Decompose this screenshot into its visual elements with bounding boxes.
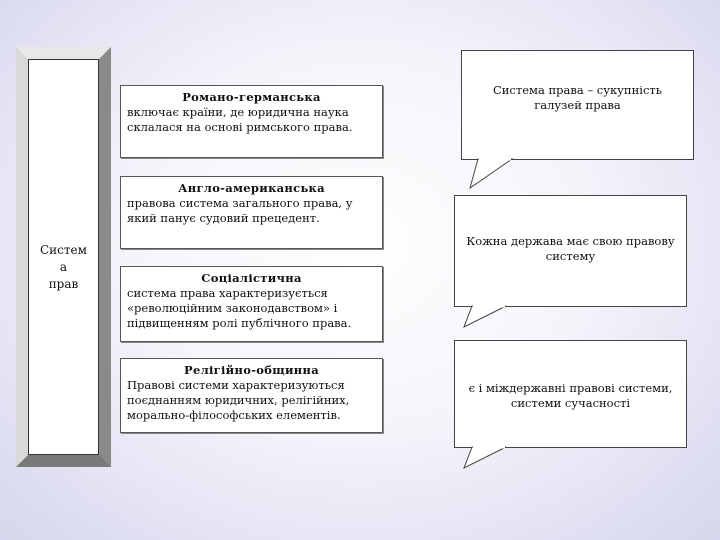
box-romano-germanic [120, 85, 383, 158]
box-body: система права характеризується «революційним законодавством» і підвищенням ролі публічного права. [127, 286, 352, 330]
callout-interstate [454, 340, 687, 448]
callout-text: Кожна держава має свою правову систему [466, 234, 675, 263]
box-title: Релігійно-общинна [184, 363, 319, 377]
box-body: Правові системи характеризуються поєднанням юридичних, релігійних, морально-філософських елементів. [127, 378, 350, 422]
callout-tail-1 [470, 159, 512, 188]
callout-tail-2 [464, 306, 506, 327]
box-socialist [120, 266, 383, 342]
callout-tail-3 [464, 447, 506, 468]
box-title: Романо-германська [182, 90, 321, 104]
box-body: включає країни, де юридична наука склалася на основі римського права. [127, 105, 353, 134]
box-religious-communal [120, 358, 383, 433]
callout-text: Система права – сукупність галузей права [492, 83, 663, 112]
side-label: Систем а прав [40, 242, 87, 291]
callout-system-definition [461, 50, 694, 160]
callout-text: є і міждержавні правові системи, системи сучасності [468, 381, 673, 410]
left-frame-inner [28, 59, 99, 455]
callout-each-state [454, 195, 687, 307]
box-title: Соціалістична [201, 271, 302, 285]
box-anglo-american [120, 176, 383, 249]
box-title: Англо-американська [178, 181, 325, 195]
box-body: правова система загального права, у який панує судовий прецедент. [127, 196, 353, 225]
